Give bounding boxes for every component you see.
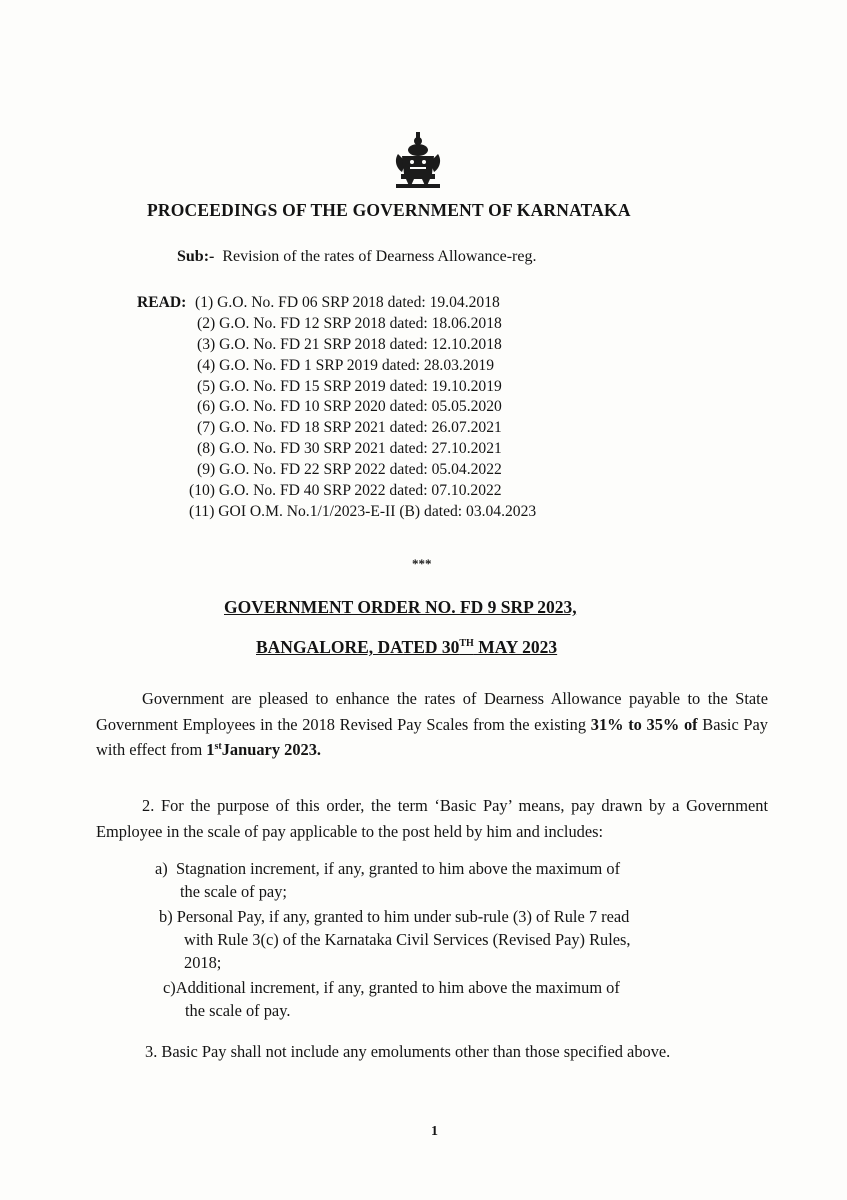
reference-item: (5) G.O. No. FD 15 SRP 2019 dated: 19.10.2019	[197, 377, 502, 395]
document-heading: PROCEEDINGS OF THE GOVERNMENT OF KARNATAKA	[147, 200, 631, 220]
reference-item: (8) G.O. No. FD 30 SRP 2021 dated: 27.10.2021	[197, 440, 502, 458]
paragraph-2: 2. For the purpose of this order, the term ‘Basic Pay’ means, pay drawn by a Government Employee in the scale of pay applicable to the post held by him and includes:	[96, 796, 768, 841]
separator-stars: ***	[412, 556, 432, 571]
read-label: READ:	[137, 294, 187, 311]
order-title: GOVERNMENT ORDER NO. FD 9 SRP 2023,	[224, 597, 577, 617]
reference-item: (4) G.O. No. FD 1 SRP 2019 dated: 28.03.2019	[197, 356, 495, 374]
subject-line	[177, 248, 536, 266]
subject-label: Sub:-	[177, 248, 215, 265]
reference-item: (3) G.O. No. FD 21 SRP 2018 dated: 12.10.2018	[197, 335, 502, 353]
basic-pay-inclusions	[155, 857, 631, 1022]
reference-item: (11) GOI O.M. No.1/1/2023-E-II (B) dated: 03.04.2023	[189, 502, 537, 520]
inclusion-item: c)Additional increment, if any, granted to him above the maximum of the scale of pay.	[163, 978, 620, 1020]
karnataka-emblem-icon	[392, 132, 444, 190]
inclusion-item: a) Stagnation increment, if any, granted to him above the maximum of the scale of pay;	[155, 859, 621, 901]
inclusion-item: b) Personal Pay, if any, granted to him under sub-rule (3) of Rule 7 read with Rule 3(c) of the Karnataka Civil Services (Revised Pay) Rules, 2018;	[159, 907, 631, 972]
reference-item: (9) G.O. No. FD 22 SRP 2022 dated: 05.04.2022	[197, 461, 502, 479]
reference-item: (6) G.O. No. FD 10 SRP 2020 dated: 05.05.2020	[197, 398, 502, 416]
order-date: BANGALORE, DATED 30TH MAY 2023	[256, 637, 558, 657]
subject-text: Revision of the rates of Dearness Allowance-reg.	[222, 248, 537, 265]
reference-item: (7) G.O. No. FD 18 SRP 2021 dated: 26.07.2021	[197, 419, 502, 437]
reference-item: (2) G.O. No. FD 12 SRP 2018 dated: 18.06.2018	[197, 314, 502, 332]
reference-item: (1) G.O. No. FD 06 SRP 2018 dated: 19.04.2018	[195, 294, 500, 311]
reference-list	[189, 294, 542, 524]
page-number: 1	[431, 1124, 438, 1139]
paragraph-1: Government are pleased to enhance the rates of Dearness Allowance payable to the State Government Employees in the 2018 Revised Pay Scales from the existing 31% to 35% of Basic Pay with effect from 1stJanuary 2023.	[96, 689, 768, 759]
paragraph-3: 3. Basic Pay shall not include any emoluments other than those specified above.	[145, 1042, 671, 1061]
reference-item: (10) G.O. No. FD 40 SRP 2022 dated: 07.10.2022	[189, 482, 502, 500]
